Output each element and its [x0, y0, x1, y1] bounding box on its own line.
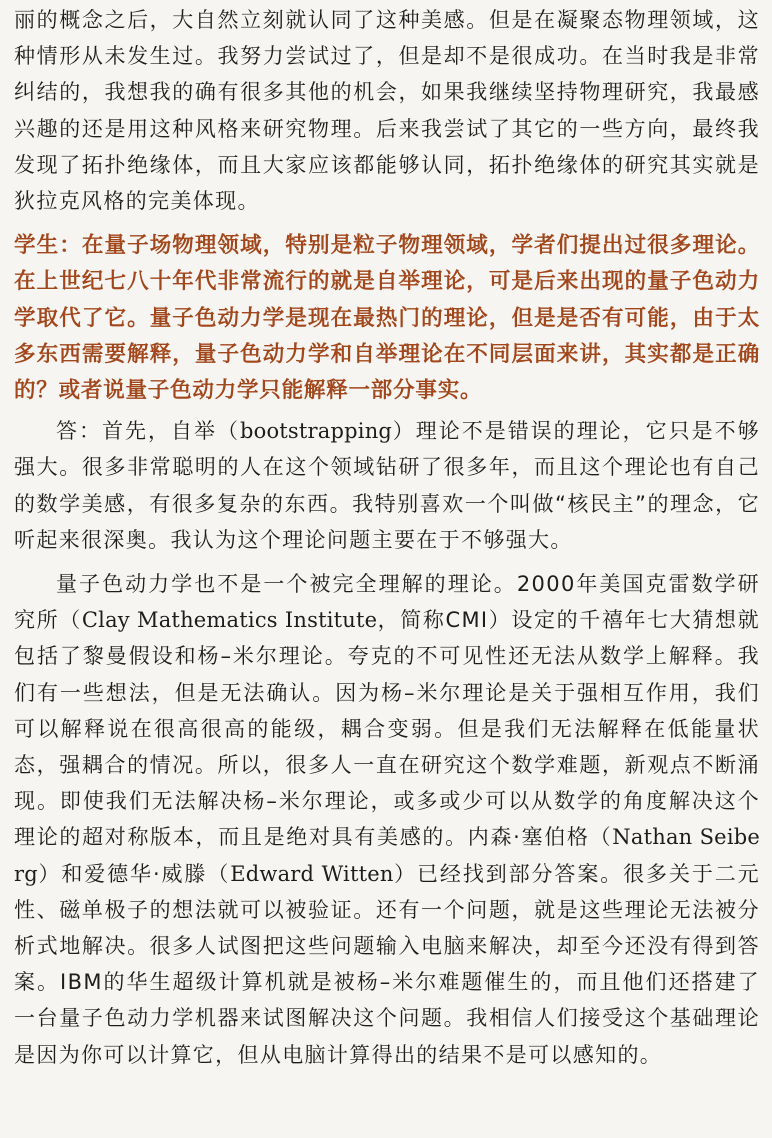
- answer-2-latin-witten: Edward Witten: [230, 861, 394, 886]
- answer-1-text-b: ）理论不是错误的理论，它只是不够强大。很多非常聪明的人在这个领域钻研了很多年，而且这个理论也有自己的数学美感，有很多复杂的东西。我特别喜欢一个叫做“核民主”的理念，它听起来很深奥。我认为这个理论问题主要在于不够强大。: [14, 419, 760, 552]
- answer-1-text-a: 答：首先，自举（: [56, 419, 240, 444]
- answer-1-latin-term: bootstrapping: [239, 419, 393, 444]
- answer-paragraph-2: [14, 566, 760, 1073]
- answer-paragraph-1: [14, 413, 760, 558]
- answer-2-text-c: ）和爱德华·威滕（: [37, 861, 231, 886]
- answer-2-latin-seiberg: Nathan Seiberg: [14, 825, 761, 886]
- answer-2-text-b: ，简称CMI）设定的千禧年七大猜想就包括了黎曼假设和杨–米尔理论。夸克的不可见性还无法从数学上解释。我们有一些想法，但是无法确认。因为杨–米尔理论是关于强相互作用，我们可以解释说在很高很高的能级，耦合变弱。但是我们无法解释在低能量状态，强耦合的情况。所以，很多人一直在研究这个数学难题，新观点不断涌现。即使我们无法解决杨–米尔理论，或多或少可以从数学的角度解决这个理论的超对称版本，而且是绝对具有美感的。内森·塞伯格（: [14, 608, 760, 850]
- answer-2-latin-institute: Clay Mathematics Institute: [81, 608, 378, 633]
- answer-2-text-d: ）已经找到部分答案。很多关于二元性、磁单极子的想法就可以被验证。还有一个问题，就是这些理论无法被分析式地解决。很多人试图把这些问题输入电脑来解决，却至今还没有得到答案。IBM的华生超级计算机就是被杨–米尔难题催生的，而且他们还搭建了一台量子色动力学机器来试图解决这个问题。我相信人们接受这个基础理论是因为你可以计算它，但从电脑计算得出的结果不是可以感知的。: [14, 861, 760, 1067]
- paragraph-intro: 丽的概念之后，大自然立刻就认同了这种美感。但是在凝聚态物理领域，这种情形从未发生过。我努力尝试过了，但是却不是很成功。在当时我是非常纠结的，我想我的确有很多其他的机会，如果我继续坚持物理研究，我最感兴趣的还是用这种风格来研究物理。后来我尝试了其它的一些方向，最终我发现了拓扑绝缘体，而且大家应该都能够认同，拓扑绝缘体的研究其实就是狄拉克风格的完美体现。: [14, 8, 760, 214]
- answer-2-text-a: 量子色动力学也不是一个被完全理解的理论。2000年美国克雷数学研究所（: [14, 572, 760, 633]
- student-question: 学生：在量子场物理领域，特别是粒子物理领域，学者们提出过很多理论。在上世纪七八十年代非常流行的就是自举理论，可是后来出现的量子色动力学取代了它。量子色动力学是现在最热门的理论，但是是否有可能，由于太多东西需要解释，量子色动力学和自举理论在不同层面来讲，其实都是正确的？或者说量子色动力学只能解释一部分事实。: [14, 233, 760, 404]
